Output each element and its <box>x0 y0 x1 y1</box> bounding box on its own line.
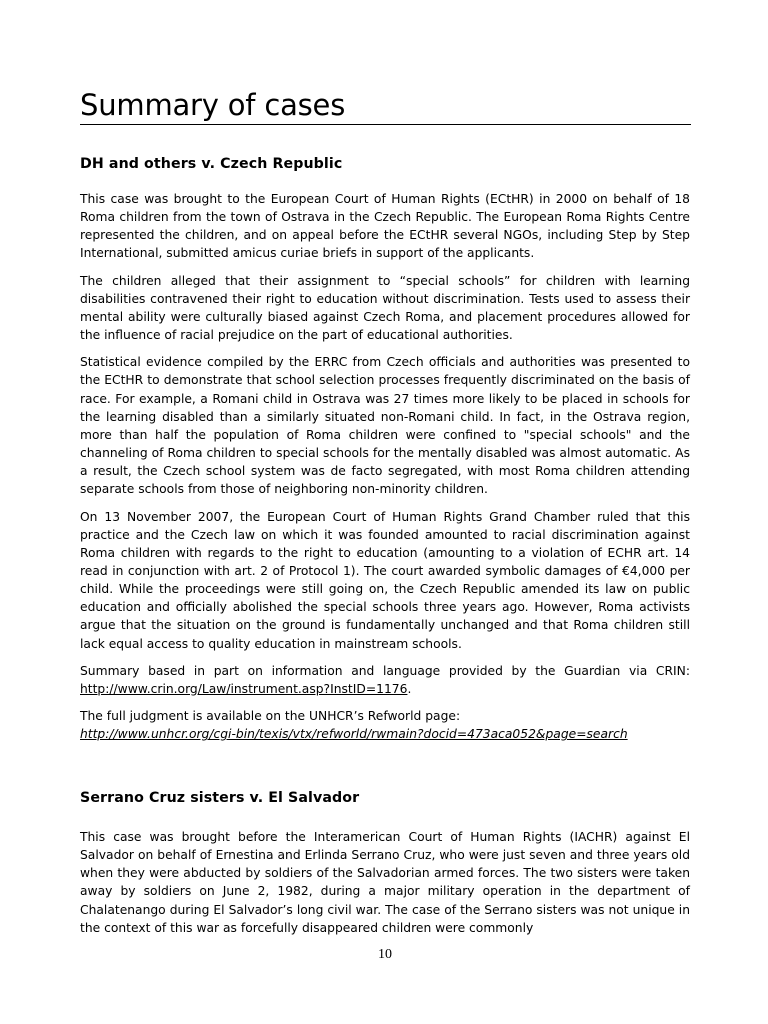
source-period: . <box>407 681 412 696</box>
case-paragraph: This case was brought to the European Court of Human Rights (ECtHR) in 2000 on behalf of 18 Roma children from the town of Ostrava in the Czech Republic. The European Roma Rights Centre represented the children, and on appeal before the ECtHR several NGOs, including Step by Step International, submitted amicus curiae briefs in support of the applicants. <box>80 192 690 261</box>
case-paragraph: Statistical evidence compiled by the ERRC from Czech officials and authorities was presented to the ECtHR to demonstrate that school selection processes frequently discriminated on the basis of race. For example, a Romani child in Ostrava was 27 times more likely to be placed in schools for the learning disabled than a similarly situated non-Romani child. In fact, in the Ostrava region, more than half the population of Roma children were confined to "special schools" and the channeling of Roma children to special schools for the mentally disabled was almost automatic. As a result, the Czech school system was de facto segregated, with most Roma children attending separate schools from those of neighboring non-minority children. <box>80 355 690 497</box>
source-paragraph <box>80 662 690 698</box>
case-heading-serrano: Serrano Cruz sisters v. El Salvador <box>80 790 360 806</box>
case-paragraph: This case was brought before the Interamerican Court of Human Rights (IACHR) against El Salvador on behalf of Ernestina and Erlinda Serrano Cruz, who were just seven and three years old when they were abducted by soldiers of the Salvadorian armed forces. The two sisters were taken away by soldiers on June 2, 1982, during a major military operation in the department of Chalatenango during El Salvador’s long civil war. The case of the Serrano sisters was not unique in the context of this war as forcefully disappeared children were commonly <box>80 830 690 935</box>
case-section-serrano <box>80 828 690 946</box>
case-paragraph: The children alleged that their assignment to “special schools” for children with learning disabilities contravened their right to education without discrimination. Tests used to assess their mental ability were culturally biased against Czech Roma, and placement procedures allowed for the influence of racial prejudice on the part of educational authorities. <box>80 273 690 343</box>
refworld-link[interactable]: http://www.unhcr.org/cgi-bin/texis/vtx/refworld/rwmain?docid=473aca052&page=search <box>80 727 628 742</box>
case-paragraph: On 13 November 2007, the European Court of Human Rights Grand Chamber ruled that this practice and the Czech law on which it was founded amounted to racial discrimination against Roma children with regards to the right to education (amounting to a violation of ECHR art. 14 read in conjunction with art. 2 of Protocol 1). The court awarded symbolic damages of €4,000 per child. While the proceedings were still going on, the Czech Republic amended its law on public education and officially abolished the special schools three years ago. However, Roma activists argue that the situation on the ground is fundamentally unchanged and that Roma children still lack equal access to quality education in mainstream schools. <box>80 509 690 651</box>
document-page <box>80 0 690 1024</box>
title-divider <box>80 124 691 125</box>
page-number: 10 <box>378 947 392 962</box>
judgment-text: The full judgment is available on the UNHCR’s Refworld page: <box>80 709 461 724</box>
source-text: Summary based in part on information and language provided by the Guardian via CRIN: <box>80 663 690 678</box>
case-heading-dh: DH and others v. Czech Republic <box>80 156 343 172</box>
case-section-dh <box>80 190 690 752</box>
page-title: Summary of cases <box>80 88 346 122</box>
crin-link[interactable]: http://www.crin.org/Law/instrument.asp?InstID=1176 <box>80 681 408 696</box>
judgment-paragraph <box>80 707 690 743</box>
